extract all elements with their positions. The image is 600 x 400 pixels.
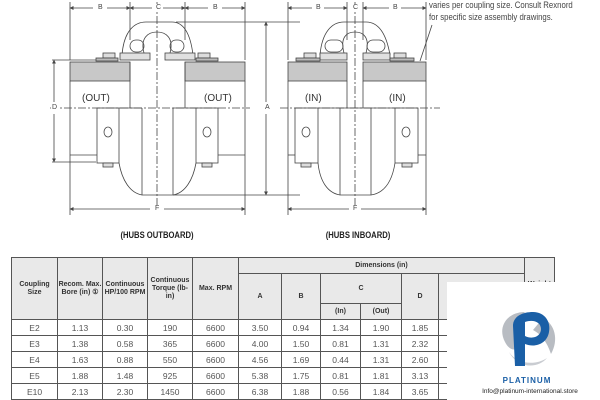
cell-c-in: 0.81: [321, 336, 361, 352]
header-dim-b: B: [282, 274, 321, 320]
dim-label-b-right: B: [213, 4, 218, 11]
platinum-watermark: [447, 282, 600, 400]
hub-label-out-right: (OUT): [204, 93, 232, 104]
header-max-rpm: Max. RPM: [193, 258, 239, 320]
cell-d: 2.60: [402, 352, 439, 368]
header-coupling-size: Coupling Size: [12, 258, 58, 320]
cell-torque: 1450: [148, 384, 193, 400]
cell-d: 2.32: [402, 336, 439, 352]
cell-c-in: 0.81: [321, 368, 361, 384]
hub-label-in-left: (IN): [305, 93, 322, 104]
cell-c-out: 1.81: [361, 368, 402, 384]
dim-label-b-left: B: [98, 4, 103, 11]
cell-size: E4: [12, 352, 58, 368]
header-dim-a: A: [239, 274, 282, 320]
cell-hp: 2.30: [103, 384, 148, 400]
header-dim-c-in: (In): [321, 304, 361, 320]
dim-label-a: A: [265, 104, 270, 111]
cell-rpm: 6600: [193, 320, 239, 336]
cell-torque: 925: [148, 368, 193, 384]
platinum-email: Info@platinum-international.store: [482, 388, 578, 395]
dim-label-c-inboard: C: [353, 4, 359, 11]
cell-size: E10: [12, 384, 58, 400]
dim-label-f-inboard: F: [353, 205, 358, 212]
cell-a: 6.38: [239, 384, 282, 400]
header-continuous-hp: Continuous HP/100 RPM: [103, 258, 148, 320]
cell-size: E5: [12, 368, 58, 384]
cell-torque: 365: [148, 336, 193, 352]
cell-c-out: 1.31: [361, 336, 402, 352]
cell-a: 3.50: [239, 320, 282, 336]
cell-size: E2: [12, 320, 58, 336]
cell-hp: 1.48: [103, 368, 148, 384]
cell-bore: 1.38: [58, 336, 103, 352]
dim-label-d: D: [52, 104, 58, 111]
cell-b: 1.75: [282, 368, 321, 384]
cell-d: 3.13: [402, 368, 439, 384]
caption-hubs-outboard: (HUBS OUTBOARD): [120, 230, 194, 240]
cell-c-in: 0.56: [321, 384, 361, 400]
dim-label-f-outboard: F: [155, 205, 160, 212]
cell-torque: 190: [148, 320, 193, 336]
cell-b: 1.69: [282, 352, 321, 368]
cell-c-out: 1.84: [361, 384, 402, 400]
cell-b: 0.94: [282, 320, 321, 336]
header-dim-c: C: [321, 274, 402, 304]
header-dimensions-group: Dimensions (in): [239, 258, 525, 274]
assembly-note: [429, 0, 573, 24]
cell-a: 4.00: [239, 336, 282, 352]
dim-label-b-right-inboard: B: [393, 4, 398, 11]
hub-label-out-left: (OUT): [82, 93, 110, 104]
dim-label-b-left-inboard: B: [316, 4, 321, 11]
header-dim-d: D: [402, 274, 439, 320]
cell-d: 1.85: [402, 320, 439, 336]
cell-c-in: 0.44: [321, 352, 361, 368]
cell-torque: 550: [148, 352, 193, 368]
cell-bore: 2.13: [58, 384, 103, 400]
cell-hp: 0.58: [103, 336, 148, 352]
cell-c-out: 1.31: [361, 352, 402, 368]
cell-a: 4.56: [239, 352, 282, 368]
platinum-brand-name: PLATINUM: [502, 376, 552, 385]
header-continuous-torque: Continuous Torque (lb-in): [148, 258, 193, 320]
cell-size: E3: [12, 336, 58, 352]
assembly-note-line-2: for specific size assembly drawings.: [429, 12, 553, 23]
caption-hubs-inboard: (HUBS INBOARD): [325, 230, 391, 240]
cell-rpm: 6600: [193, 352, 239, 368]
cell-hp: 0.88: [103, 352, 148, 368]
cell-b: 1.88: [282, 384, 321, 400]
cell-d: 3.65: [402, 384, 439, 400]
assembly-note-line-1: varies per coupling size. Consult Rexnord: [429, 0, 573, 11]
cell-rpm: 6600: [193, 336, 239, 352]
hub-label-in-right: (IN): [389, 93, 406, 104]
cell-c-in: 1.34: [321, 320, 361, 336]
cell-b: 1.50: [282, 336, 321, 352]
diagram-hubs-inboard: [280, 2, 440, 215]
cell-rpm: 6600: [193, 368, 239, 384]
cell-bore: 1.63: [58, 352, 103, 368]
cell-bore: 1.88: [58, 368, 103, 384]
header-dim-c-out: (Out): [361, 304, 402, 320]
header-recom-max-bore: Recom. Max. Bore (in) ①: [58, 258, 103, 320]
cell-hp: 0.30: [103, 320, 148, 336]
cell-rpm: 6600: [193, 384, 239, 400]
diagram-hubs-outboard: [50, 2, 300, 215]
dim-label-c: C: [156, 4, 162, 11]
cell-a: 5.38: [239, 368, 282, 384]
cell-bore: 1.13: [58, 320, 103, 336]
cell-c-out: 1.90: [361, 320, 402, 336]
